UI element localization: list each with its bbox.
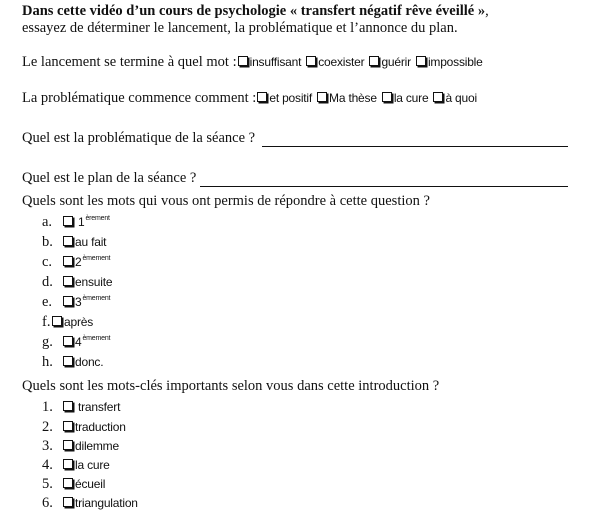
list-item-text: au fait xyxy=(75,235,107,249)
list-item-text: écueil xyxy=(75,477,106,491)
checkbox-icon[interactable] xyxy=(257,92,267,102)
option-label: insuffisant xyxy=(249,55,302,69)
checkbox-icon[interactable] xyxy=(63,216,73,226)
list-item-text: dilemme xyxy=(75,439,119,453)
option-label: Ma thèse xyxy=(329,91,377,105)
intro-title: Dans cette vidéo d’un cours de psychologie « transfert négatif rêve éveillé » xyxy=(22,3,486,19)
checkbox-icon[interactable] xyxy=(63,478,73,488)
list-item-text: donc. xyxy=(75,355,104,369)
checkbox-icon[interactable] xyxy=(63,497,73,507)
checkbox-icon[interactable] xyxy=(52,316,62,326)
checkbox-icon[interactable] xyxy=(63,336,73,346)
option-label: et positif xyxy=(269,91,313,105)
list-item-text: 3 xyxy=(75,295,82,309)
list-item-sup: èmement xyxy=(82,255,111,262)
list-marker: 2. xyxy=(42,419,53,435)
list-marker: d. xyxy=(42,274,53,290)
option-a-quoi[interactable] xyxy=(432,89,477,107)
list-marker: a. xyxy=(42,214,53,230)
list-marker: 6. xyxy=(42,495,53,511)
list-item xyxy=(42,273,112,291)
checkbox-icon[interactable] xyxy=(63,459,73,469)
list-item-text: 4 xyxy=(75,335,82,349)
option-insuffisant[interactable] xyxy=(237,53,302,71)
list-item-text: traduction xyxy=(75,420,126,434)
list-item xyxy=(42,353,103,371)
list-item-text: ensuite xyxy=(75,275,113,289)
list-item xyxy=(42,253,110,271)
option-coexister[interactable] xyxy=(305,53,364,71)
list-item xyxy=(42,418,126,436)
question-problematique: Quel est la problématique de la séance ? xyxy=(22,130,256,146)
option-label: guérir xyxy=(381,55,411,69)
checkbox-icon[interactable] xyxy=(306,56,316,66)
list-marker: f. xyxy=(42,314,51,330)
list-item-text: la cure xyxy=(75,458,110,472)
list-item-text: après xyxy=(64,315,94,329)
list-item xyxy=(42,437,119,455)
list-marker: h. xyxy=(42,354,53,370)
answer-line-plan[interactable] xyxy=(200,186,568,187)
checkbox-icon[interactable] xyxy=(63,256,73,266)
checkbox-icon[interactable] xyxy=(63,296,73,306)
question-plan: Quel est le plan de la séance ? xyxy=(22,170,197,186)
option-impossible[interactable] xyxy=(415,53,483,71)
checkbox-icon[interactable] xyxy=(317,92,327,102)
option-label: à quoi xyxy=(445,91,477,105)
question-mots: Quels sont les mots qui vous ont permis de répondre à cette question ? xyxy=(22,193,430,209)
checkbox-icon[interactable] xyxy=(369,56,379,66)
list-item-sup: èrement xyxy=(85,215,110,222)
question-problematique-debut-label: La problématique commence comment : xyxy=(22,90,257,106)
option-la-cure[interactable] xyxy=(381,89,429,107)
question-lancement-label: Le lancement se termine à quel mot : xyxy=(22,54,237,70)
list-item-sup: èmement xyxy=(82,295,111,302)
checkbox-icon[interactable] xyxy=(63,276,73,286)
list-marker: g. xyxy=(42,334,53,350)
checkbox-icon[interactable] xyxy=(63,236,73,246)
answer-line-problematique[interactable] xyxy=(262,146,568,147)
list-item xyxy=(42,456,110,474)
list-item xyxy=(42,213,110,231)
list-item-text: transfert xyxy=(78,400,121,414)
list-marker: 1. xyxy=(42,399,53,415)
option-et-positif[interactable] xyxy=(256,89,312,107)
list-item-text: 1 xyxy=(78,215,85,229)
checkbox-icon[interactable] xyxy=(238,56,248,66)
checkbox-icon[interactable] xyxy=(416,56,426,66)
list-marker: c. xyxy=(42,254,53,270)
intro-line-1 xyxy=(22,3,489,20)
list-item xyxy=(42,398,120,416)
option-label: impossible xyxy=(427,55,483,69)
question-problematique-debut xyxy=(22,89,481,107)
option-ma-these[interactable] xyxy=(316,89,377,107)
list-item xyxy=(42,333,110,351)
option-label: la cure xyxy=(393,91,429,105)
list-item xyxy=(42,233,106,251)
checkbox-icon[interactable] xyxy=(63,401,73,411)
option-guerir[interactable] xyxy=(368,53,410,71)
list-marker: 4. xyxy=(42,457,53,473)
list-item-sup: èmement xyxy=(82,335,111,342)
intro-line-2: essayez de déterminer le lancement, la problématique et l’annonce du plan. xyxy=(22,20,458,36)
list-item-text: triangulation xyxy=(75,496,138,510)
list-marker: b. xyxy=(42,234,53,250)
list-item xyxy=(42,293,110,311)
checkbox-icon[interactable] xyxy=(63,421,73,431)
checkbox-icon[interactable] xyxy=(433,92,443,102)
list-marker: 3. xyxy=(42,438,53,454)
checkbox-icon[interactable] xyxy=(63,440,73,450)
option-label: coexister xyxy=(318,55,365,69)
question-motscles: Quels sont les mots-clés importants selon vous dans cette introduction ? xyxy=(22,378,440,394)
list-item xyxy=(42,313,93,331)
list-marker: 5. xyxy=(42,476,53,492)
intro-title-suffix: , xyxy=(485,3,489,19)
list-marker: e. xyxy=(42,294,53,310)
question-lancement xyxy=(22,53,487,71)
checkbox-icon[interactable] xyxy=(63,356,73,366)
list-item xyxy=(42,475,105,493)
list-item-text: 2 xyxy=(75,255,82,269)
checkbox-icon[interactable] xyxy=(382,92,392,102)
list-item xyxy=(42,494,138,512)
